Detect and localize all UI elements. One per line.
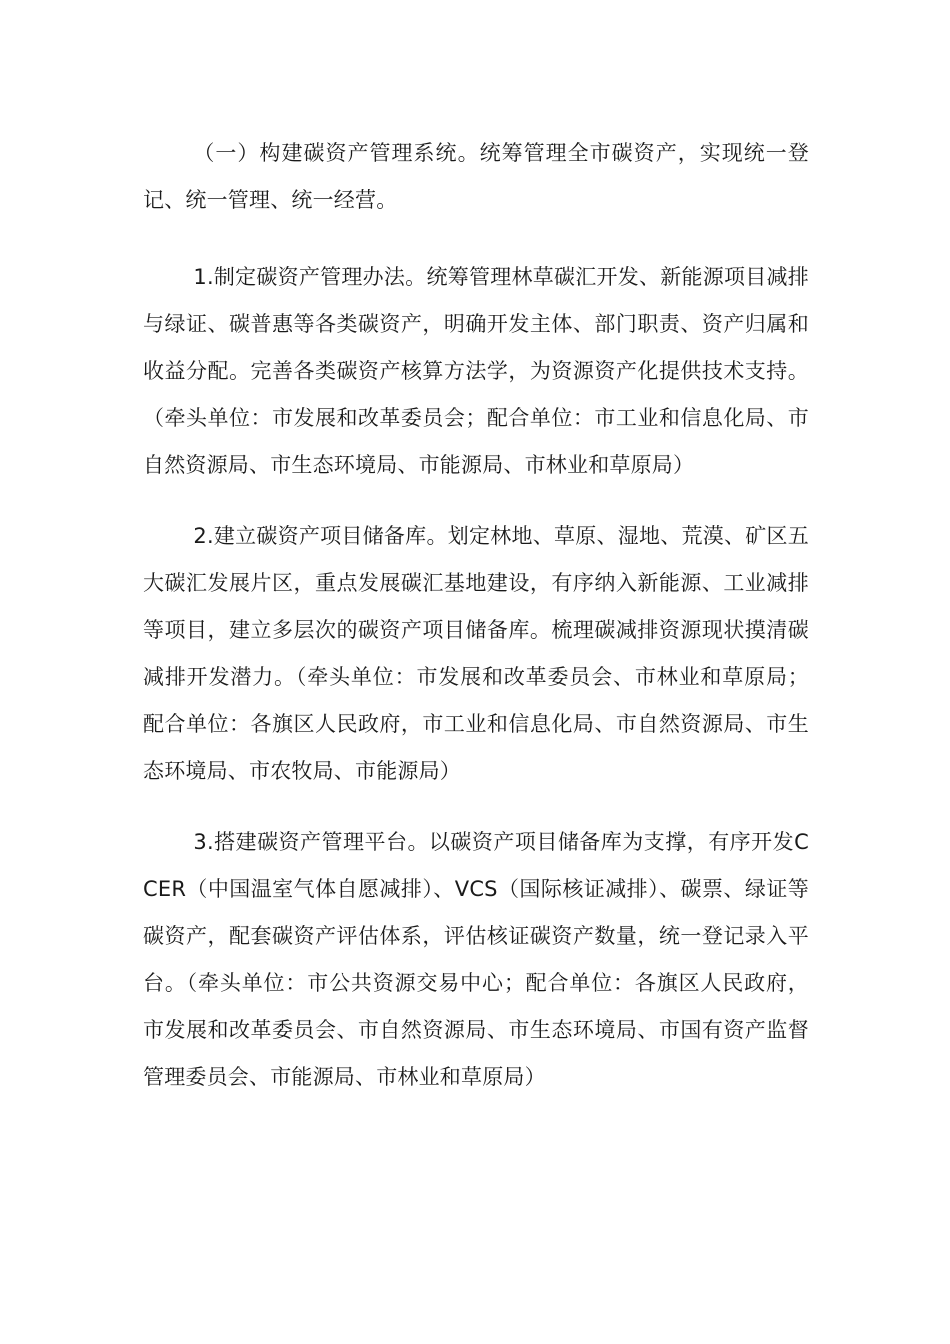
document-page <box>143 130 809 1125</box>
item-paragraph-3: 3.搭建碳资产管理平台。以碳资产项目储备库为支撑，有序开发CCER（中国温室气体自愿减排）、VCS（国际核证减排）、碳票、绿证等碳资产，配套碳资产评估体系，评估核证碳资产数量，统一登记录入平台。（牵头单位：市公共资源交易中心；配合单位：各旗区人民政府，市发展和改革委员会、市自然资源局、市生态环境局、市国有资产监督管理委员会、市能源局、市林业和草原局） <box>143 830 809 1089</box>
item-paragraph-2: 2.建立碳资产项目储备库。划定林地、草原、湿地、荒漠、矿区五大碳汇发展片区，重点发展碳汇基地建设，有序纳入新能源、工业减排等项目，建立多层次的碳资产项目储备库。梳理碳减排资源现状摸清碳减排开发潜力。（牵头单位：市发展和改革委员会、市林业和草原局；配合单位：各旗区人民政府，市工业和信息化局、市自然资源局、市生态环境局、市农牧局、市能源局） <box>143 524 809 783</box>
section-heading: （一）构建碳资产管理系统。统筹管理全市碳资产，实现统一登记、统一管理、统一经营。 <box>143 141 809 212</box>
item-paragraph-1: 1.制定碳资产管理办法。统筹管理林草碳汇开发、新能源项目减排与绿证、碳普惠等各类碳资产，明确开发主体、部门职责、资产归属和收益分配。完善各类碳资产核算方法学，为资源资产化提供技术支持。（牵头单位：市发展和改革委员会；配合单位：市工业和信息化局、市自然资源局、市生态环境局、市能源局、市林业和草原局） <box>143 265 809 477</box>
